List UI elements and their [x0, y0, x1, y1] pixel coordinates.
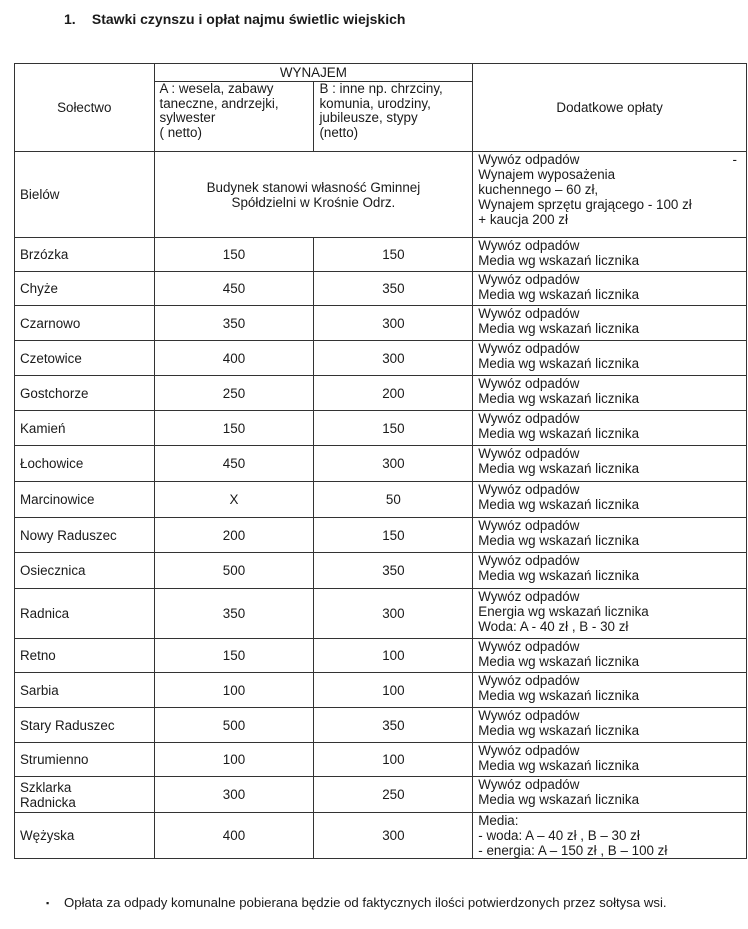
village-name: Stary Raduszec [15, 708, 155, 743]
rate-b: 150 [314, 411, 473, 446]
extra-fees: Wywóz odpadów Media wg wskazań licznika [473, 518, 747, 553]
extra-fees: Wywóz odpadów Media wg wskazań licznika [473, 639, 747, 673]
rate-a: 150 [154, 411, 314, 446]
table-row [15, 272, 747, 306]
table-row [15, 482, 747, 518]
table-row [15, 813, 747, 859]
extra-fees: Wywóz odpadów Media wg wskazań licznika [473, 306, 747, 341]
extra-fees: Wywóz odpadów Media wg wskazań licznika [473, 341, 747, 376]
rate-b: 150 [314, 238, 473, 272]
rate-a: 100 [154, 743, 314, 777]
rate-b: 250 [314, 777, 473, 813]
village-name: Wężyska [15, 813, 155, 859]
rate-b: 300 [314, 589, 473, 639]
rate-b: 300 [314, 446, 473, 482]
table-row [15, 743, 747, 777]
section-number: 1. [64, 11, 76, 27]
rate-a: 100 [154, 673, 314, 708]
rate-b: 300 [314, 306, 473, 341]
extra-fees: Wywóz odpadów Media wg wskazań licznika [473, 272, 747, 306]
section-title: Stawki czynszu i opłat najmu świetlic wiejskich [91, 11, 406, 27]
extra-fees: Wywóz odpadów Media wg wskazań licznika [473, 673, 747, 708]
rate-b: 150 [314, 518, 473, 553]
rate-b: 100 [314, 639, 473, 673]
village-name: Bielów [15, 152, 155, 238]
village-name: Osiecznica [15, 553, 155, 589]
rental-rates-table [14, 63, 747, 859]
table-row [15, 518, 747, 553]
village-name: Strumienno [15, 743, 155, 777]
footnote [46, 895, 704, 911]
rate-b: 50 [314, 482, 473, 518]
header-row-top [15, 64, 747, 82]
extra-fees: Media: - woda: A – 40 zł , B – 30 zł - energia: A – 150 zł , B – 100 zł [473, 813, 747, 859]
header-village: Sołectwo [15, 64, 155, 152]
village-name: Retno [15, 639, 155, 673]
rate-b: 350 [314, 708, 473, 743]
village-name: Czetowice [15, 341, 155, 376]
table-row [15, 376, 747, 411]
rate-a: 350 [154, 589, 314, 639]
rate-a: X [154, 482, 314, 518]
table-row [15, 341, 747, 376]
rate-a: 150 [154, 238, 314, 272]
village-name: Czarnowo [15, 306, 155, 341]
village-name: Brzózka [15, 238, 155, 272]
village-name: Chyże [15, 272, 155, 306]
rate-a: 350 [154, 306, 314, 341]
table-row [15, 639, 747, 673]
table-row [15, 238, 747, 272]
rate-a: 500 [154, 553, 314, 589]
rate-b: 100 [314, 673, 473, 708]
rate-a: 300 [154, 777, 314, 813]
table-row [15, 446, 747, 482]
rate-b: 100 [314, 743, 473, 777]
rate-a: 200 [154, 518, 314, 553]
rate-a: 250 [154, 376, 314, 411]
header-category-b: B : inne np. chrzciny, komunia, urodziny, jubileusze, stypy (netto) [314, 82, 473, 152]
table-row [15, 306, 747, 341]
header-category-a: A : wesela, zabawy taneczne, andrzejki, sylwester ( netto) [154, 82, 314, 152]
village-name: Marcinowice [15, 482, 155, 518]
extra-fees: Wywóz odpadów Media wg wskazań licznika [473, 777, 747, 813]
rate-b: 300 [314, 341, 473, 376]
rate-b: 200 [314, 376, 473, 411]
table-row [15, 553, 747, 589]
extra-fees: Wywóz odpadów Energia wg wskazań licznika Woda: A - 40 zł , B - 30 zł [473, 589, 747, 639]
village-name: Nowy Raduszec [15, 518, 155, 553]
table-row [15, 411, 747, 446]
rate-a: 450 [154, 272, 314, 306]
bullet-icon: ▪ [46, 898, 50, 908]
table-row [15, 708, 747, 743]
table-row [15, 589, 747, 639]
village-name: Sarbia [15, 673, 155, 708]
footnote-text: Opłata za odpady komunalne pobierana będzie od faktycznych ilości potwierdzonych przez sołtysa wsi. [64, 895, 667, 910]
extra-fees: Wywóz odpadów Media wg wskazań licznika [473, 708, 747, 743]
extra-fees: Wywóz odpadów Media wg wskazań licznika [473, 553, 747, 589]
table-row-bielow [15, 152, 747, 238]
ownership-note: Budynek stanowi własność Gminnej Spółdzielni w Krośnie Odrz. [154, 152, 473, 238]
village-name: Radnica [15, 589, 155, 639]
table-row [15, 673, 747, 708]
village-name: Kamień [15, 411, 155, 446]
header-rent: WYNAJEM [154, 64, 473, 82]
rate-a: 500 [154, 708, 314, 743]
extra-fees: Wywóz odpadów Media wg wskazań licznika [473, 743, 747, 777]
rate-a: 400 [154, 341, 314, 376]
rate-a: 400 [154, 813, 314, 859]
village-name: Gostchorze [15, 376, 155, 411]
rate-b: 350 [314, 272, 473, 306]
header-extra-fees: Dodatkowe opłaty [473, 64, 747, 152]
section-heading [64, 11, 405, 27]
extra-fees: Wywóz odpadów Media wg wskazań licznika [473, 411, 747, 446]
extra-fees: Wywóz odpadów Media wg wskazań licznika [473, 238, 747, 272]
table-row [15, 777, 747, 813]
extra-fees: Wywóz odpadów Media wg wskazań licznika [473, 446, 747, 482]
extra-fees: Wywóz odpadów Media wg wskazań licznika [473, 482, 747, 518]
rate-b: 300 [314, 813, 473, 859]
rate-a: 450 [154, 446, 314, 482]
extra-fees: Wywóz odpadów - Wynajem wyposażenia kuchennego – 60 zł, Wynajem sprzętu grającego - 100 zł + kaucja 200 zł [473, 152, 747, 238]
village-name: Łochowice [15, 446, 155, 482]
rate-b: 350 [314, 553, 473, 589]
village-name: Szklarka Radnicka [15, 777, 155, 813]
rate-a: 150 [154, 639, 314, 673]
extra-fees: Wywóz odpadów Media wg wskazań licznika [473, 376, 747, 411]
